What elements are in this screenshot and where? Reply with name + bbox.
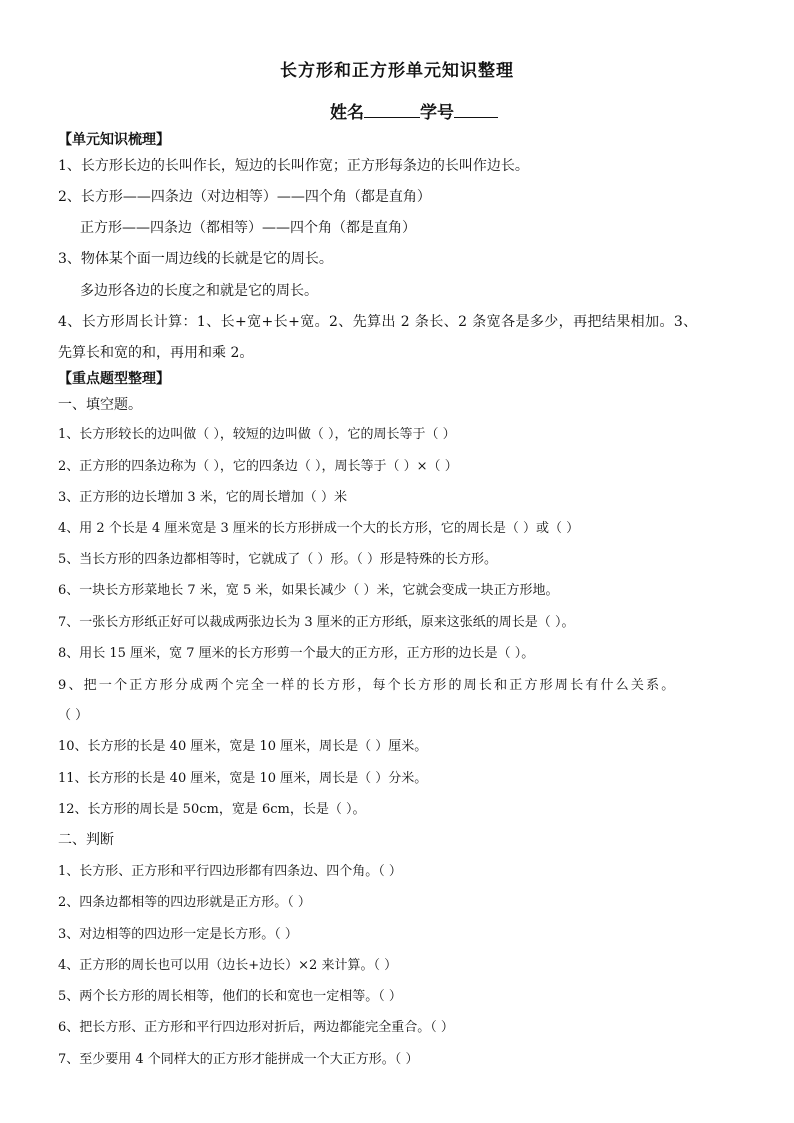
knowledge-line: 多边形各边的长度之和就是它的周长。 — [80, 283, 318, 299]
number-label: 学号 — [420, 103, 454, 123]
part-title-judge: 二、判断 — [58, 832, 114, 848]
fill-question: 7、一张长方形纸正好可以裁成两张边长为 3 厘米的正方形纸，原来这张纸的周长是（ ）。 — [58, 615, 575, 630]
fill-question: 10、长方形的长是 40 厘米，宽是 10 厘米，周长是（ ）厘米。 — [58, 739, 428, 754]
judge-question: 7、至少要用 4 个同样大的正方形才能拼成一个大正方形。（ ） — [58, 1052, 419, 1067]
part-title-fill: 一、填空题。 — [58, 397, 142, 413]
knowledge-line: 4、长方形周长计算：1、长+宽+长+宽。2、先算出 2 条长、2 条宽各是多少，再把结果相加。3、 — [58, 314, 698, 330]
knowledge-line: 3、物体某个面一周边线的长就是它的周长。 — [58, 251, 333, 267]
fill-question: 11、长方形的长是 40 厘米，宽是 10 厘米，周长是（ ）分米。 — [58, 771, 428, 786]
knowledge-line: 2、长方形——四条边（对边相等）——四个角（都是直角） — [58, 189, 431, 205]
fill-question: 4、用 2 个长是 4 厘米宽是 3 厘米的长方形拼成一个大的长方形，它的周长是（ ）或（ ） — [58, 521, 580, 536]
fill-answer-blank[interactable]: （ ） — [58, 708, 89, 723]
judge-question: 2、四条边都相等的四边形就是正方形。（ ） — [58, 895, 311, 910]
knowledge-line: 先算长和宽的和，再用和乘 2。 — [58, 345, 254, 361]
fill-question: 9、把一个正方形分成两个完全一样的长方形，每个长方形的周长和正方形周长有什么关系。 — [58, 678, 677, 693]
fill-question: 3、正方形的边长增加 3 米，它的周长增加（ ）米 — [58, 490, 347, 505]
judge-question: 6、把长方形、正方形和平行四边形对折后，两边都能完全重合。（ ） — [58, 1020, 454, 1035]
fill-question: 8、用长 15 厘米，宽 7 厘米的长方形剪一个最大的正方形，正方形的边长是（ ）。 — [58, 646, 535, 661]
fill-question: 6、一块长方形菜地长 7 米，宽 5 米，如果长减少（ ）米，它就会变成一块正方形地。 — [58, 583, 559, 598]
judge-question: 1、长方形、正方形和平行四边形都有四条边、四个角。（ ） — [58, 864, 402, 879]
section-heading-knowledge: 【单元知识梳理】 — [58, 132, 170, 148]
name-number-line — [330, 98, 498, 123]
judge-question: 4、正方形的周长也可以用（边长+边长）×2 来计算。（ ） — [58, 958, 398, 973]
name-blank[interactable] — [364, 101, 420, 118]
judge-question: 3、对边相等的四边形一定是长方形。（ ） — [58, 927, 298, 942]
page-title: 长方形和正方形单元知识整理 — [280, 61, 514, 81]
number-blank[interactable] — [454, 101, 498, 118]
name-label: 姓名 — [330, 103, 364, 123]
knowledge-line: 正方形——四条边（都相等）——四个角（都是直角） — [80, 220, 416, 236]
knowledge-line: 1、长方形长边的长叫作长，短边的长叫作宽；正方形每条边的长叫作边长。 — [58, 158, 529, 174]
fill-question: 2、正方形的四条边称为（ ），它的四条边（ ），周长等于（ ）×（ ） — [58, 459, 458, 474]
fill-question: 12、长方形的周长是 50cm，宽是 6cm，长是（ ）。 — [58, 802, 366, 817]
fill-question: 5、当长方形的四条边都相等时，它就成了（ ）形。（ ）形是特殊的长方形。 — [58, 552, 498, 567]
section-heading-key-questions: 【重点题型整理】 — [58, 371, 170, 387]
fill-question: 1、长方形较长的边叫做（ ），较短的边叫做（ ），它的周长等于（ ） — [58, 427, 456, 442]
judge-question: 5、两个长方形的周长相等，他们的长和宽也一定相等。（ ） — [58, 989, 402, 1004]
